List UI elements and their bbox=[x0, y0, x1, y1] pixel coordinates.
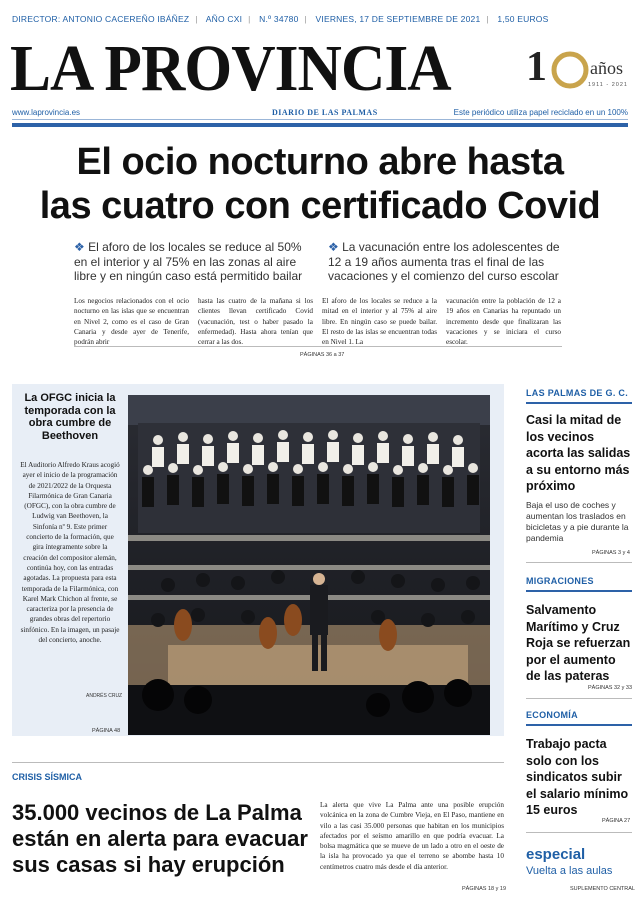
lead-subheading-1: ❖ El aforo de los locales se reduce al 50% en el interior y al 75% en las zonas al aire libre y en ningún caso está permitido bailar bbox=[74, 240, 303, 283]
lead-body-col4: vacunación entre la población de 12 a 19 años en Canarias ha repuntado un incremento desde que finalizaran las vacaciones y se iniciara el curso escolar. bbox=[446, 297, 561, 347]
sidebar-section-2: MIGRACIONES bbox=[526, 576, 594, 586]
issue-number: N.º 34780 bbox=[259, 14, 299, 24]
sidebar-divider-1 bbox=[526, 562, 632, 563]
especial-subtitle: Vuelta a las aulas bbox=[526, 865, 613, 877]
orchestra-photo bbox=[128, 395, 490, 735]
feature-body: El Auditorio Alfredo Kraus acogió ayer el inicio de la programación de 2021/2022 de la Orquesta Filarmónica de Gran Canaria (OFGC), con la obra cumbre de Ludwig van Beethoven, la Sinfonía nº 9. Este primer concierto de la formación, que gira íntegramente sobre la creación del compositor alemán, continúa hoy, con las entradas agotadas. La propuesta para esta temporada de la Filarmónica, con Karel Mark Chichon al frente, se caracteriza por la presencia de grandes obras del repertorio sinfónico. En la imagen, un pasaje del concierto, anoche. bbox=[20, 461, 120, 645]
issue-date: VIERNES, 17 DE SEPTIEMBRE DE 2021 bbox=[315, 14, 481, 24]
especial-label: SUPLEMENTO CENTRAL bbox=[570, 886, 635, 892]
anniversary-years: 1911 - 2021 bbox=[588, 82, 628, 88]
recycled-note: Este periódico utiliza papel reciclado en un 100% bbox=[453, 108, 628, 117]
lead-headline-line2: las cuatro con certificado Covid bbox=[39, 185, 601, 227]
anniversary-word: años bbox=[590, 58, 623, 78]
lead-body-col3: El aforo de los locales se reduce a la mitad en el interior y al 75% al aire libre. En ningún caso se puede bailar. El resto de las islas se encuentran todas en Nivel 1. La bbox=[322, 297, 437, 347]
sidebar-section-1: LAS PALMAS DE G. C. bbox=[526, 388, 629, 398]
photo-credit: ANDRÉS CRUZ bbox=[86, 693, 123, 699]
sidebar-page-3: PÁGINA 27 bbox=[602, 818, 631, 824]
sidebar-title-3: Trabajo pacta solo con los sindicatos subir el salario mínimo 15 euros bbox=[526, 737, 629, 817]
sidebar-section-3: ECONOMÍA bbox=[526, 710, 578, 720]
issue-info-bar: DIRECTOR: ANTONIO CACEREÑO IBÁÑEZ | AÑO CXI | N.º 34780 | VIERNES, 17 DE SEPTIEMBRE DE 2021 | 1,50 EUROS bbox=[12, 14, 549, 24]
sidebar-rule-2 bbox=[526, 590, 632, 592]
lead-body-col2: hasta las cuatro de la mañana si los clientes llevan certificado Covid (vacunación, test o haber pasado la enfermedad). Hasta ahora tenían que cerrar a las dos. bbox=[198, 297, 313, 347]
sidebar-rule-1 bbox=[526, 402, 632, 404]
bottom-divider bbox=[12, 762, 504, 763]
sidebar-title-2: Salvamento Marítimo y Cruz Roja se refuerzan por el aumento de las pateras bbox=[526, 603, 631, 683]
bottom-body: La alerta que vive La Palma ante una posible erupción volcánica en la zona de Cumbre Vieja, en El Paso, mantiene en vilo a las casi 35.000 personas que habitan en los municipios afectados por el seísmo amarillo en que podría evacuar. La bolsa magmática que se mueve de un lado a otro en el oeste de la isla ha provocado ya que el terreno se abombe hasta 10 centímetros cuatro más desde el día anterior. bbox=[320, 801, 504, 871]
bottom-pages: PÁGINAS 18 y 19 bbox=[462, 886, 507, 892]
sidebar-divider-2 bbox=[526, 698, 632, 699]
lead-body-col1: Los negocios relacionados con el ocio nocturno en las islas que se encuentran en Nivel 2, como es el caso de Gran Canaria y desde ayer de Tenerife, podrán abrir bbox=[74, 297, 189, 347]
lead-subheading-2: ❖ La vacunación entre los adolescentes de 12 a 19 años aumenta tras el final de las vacaciones y el comienzo del curso escolar bbox=[328, 240, 560, 283]
masthead-thin-rule bbox=[12, 119, 628, 120]
sidebar-page-1: PÁGINAS 3 y 4 bbox=[592, 550, 630, 556]
lead-headline bbox=[12, 140, 628, 228]
anniversary-logo bbox=[526, 46, 630, 96]
bottom-headline: 35.000 vecinos de La Palma están en alerta para evacuar sus casas si hay erupción bbox=[12, 800, 308, 877]
masthead-section: DIARIO DE LAS PALMAS bbox=[272, 108, 378, 117]
masthead-title: LA PROVINCIA bbox=[10, 32, 451, 105]
bullet-diamond-icon: ❖ bbox=[74, 240, 89, 254]
bottom-section: CRISIS SÍSMICA bbox=[12, 772, 83, 782]
year: AÑO CXI bbox=[205, 14, 243, 24]
anniversary-number: 1 bbox=[526, 44, 547, 90]
orchestra-concert-image bbox=[128, 395, 490, 735]
feature-title: La OFGC inicia la temporada con la obra cumbre de Beethoven bbox=[24, 392, 116, 442]
sidebar-title-1: Casi la mitad de los vecinos acorta las salidas a su entorno más próximo bbox=[526, 413, 631, 493]
feature-page: PÁGINA 48 bbox=[92, 728, 121, 734]
sidebar-divider-3 bbox=[526, 832, 632, 833]
lead-pages: PÁGINAS 36 a 37 bbox=[300, 352, 345, 358]
director: DIRECTOR: ANTONIO CACEREÑO IBÁÑEZ bbox=[12, 14, 190, 24]
masthead-rule bbox=[12, 123, 628, 127]
bullet-diamond-icon: ❖ bbox=[328, 240, 343, 254]
lead-divider bbox=[74, 346, 562, 347]
sidebar-rule-3 bbox=[526, 724, 632, 726]
sidebar-sub-1: Baja el uso de coches y aumentan los traslados en bicicletas y a pie durante la pandemia bbox=[526, 500, 629, 543]
website: www.laprovincia.es bbox=[12, 108, 81, 117]
price: 1,50 EUROS bbox=[497, 14, 549, 24]
sidebar-page-2: PÁGINAS 32 y 33 bbox=[588, 685, 633, 691]
lead-headline-line1: El ocio nocturno abre hasta bbox=[76, 141, 564, 183]
especial-title: especial bbox=[526, 846, 586, 863]
